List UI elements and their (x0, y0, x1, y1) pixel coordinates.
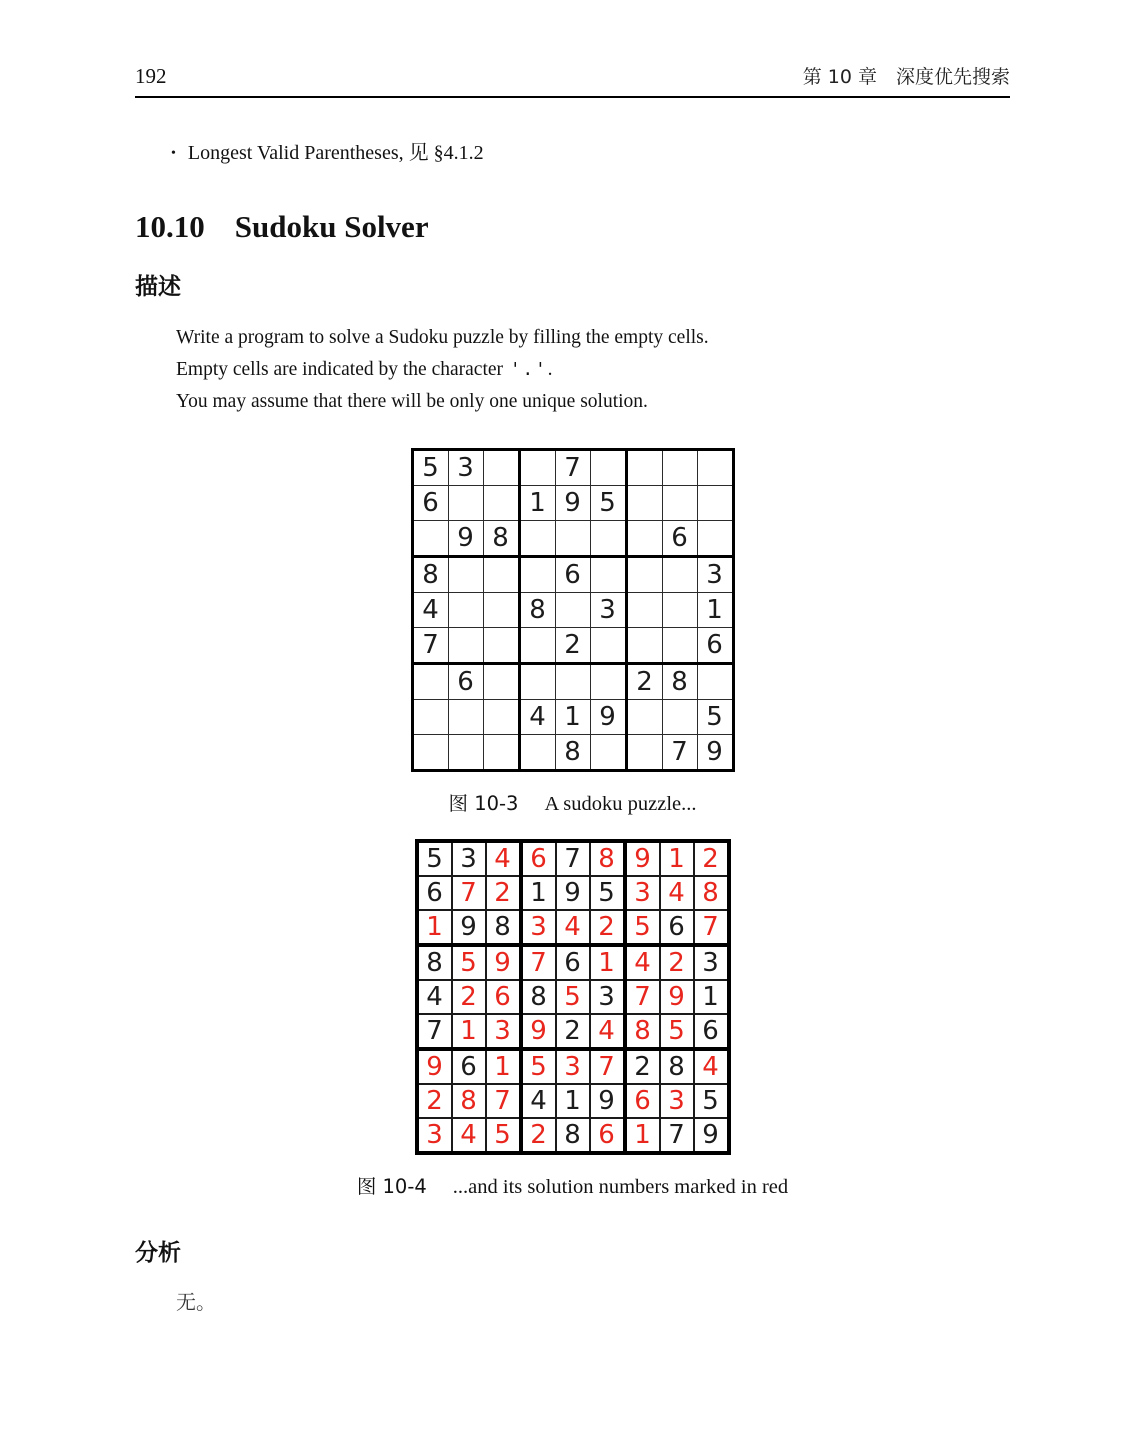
sudoku-cell: 4 (521, 1084, 556, 1118)
sudoku-cell: 9 (625, 841, 660, 876)
sudoku-cell: 7 (662, 734, 697, 770)
sudoku-row (417, 1118, 729, 1153)
sudoku-cell: 3 (448, 449, 483, 485)
describe-paragraph (135, 322, 1010, 418)
sudoku-cell: 9 (556, 876, 590, 910)
sudoku-cell: 8 (556, 1118, 590, 1153)
sudoku-cell: 2 (452, 980, 486, 1014)
sudoku-cell: 8 (417, 945, 452, 980)
sudoku-cell (662, 556, 697, 592)
sudoku-cell: 8 (625, 1014, 660, 1049)
sudoku-cell: 8 (521, 980, 556, 1014)
sudoku-cell: 2 (521, 1118, 556, 1153)
figure-solution-caption (135, 1171, 1010, 1199)
sudoku-cell: 5 (697, 699, 733, 734)
sudoku-cell: 8 (452, 1084, 486, 1118)
sudoku-cell: 8 (412, 556, 448, 592)
sudoku-cell (697, 485, 733, 520)
sudoku-row (417, 1049, 729, 1084)
sudoku-cell: 7 (694, 910, 729, 945)
sudoku-cell: 2 (694, 841, 729, 876)
sudoku-cell: 9 (555, 485, 590, 520)
sudoku-row (417, 1014, 729, 1049)
sudoku-cell: 7 (521, 945, 556, 980)
sudoku-cell (555, 592, 590, 627)
sudoku-cell: 9 (590, 699, 626, 734)
sudoku-cell: 9 (694, 1118, 729, 1153)
sudoku-cell (412, 663, 448, 699)
sudoku-cell: 4 (486, 841, 521, 876)
sudoku-cell (483, 734, 519, 770)
sudoku-cell (626, 449, 662, 485)
sudoku-cell: 6 (521, 841, 556, 876)
sudoku-cell (697, 449, 733, 485)
page-header (135, 62, 1010, 98)
sudoku-cell: 9 (486, 945, 521, 980)
sudoku-cell: 8 (660, 1049, 694, 1084)
sudoku-cell: 3 (590, 592, 626, 627)
describe-line-2-text: Empty cells are indicated by the character (176, 358, 504, 380)
describe-line-3: You may assume that there will be only one unique solution. (176, 391, 648, 412)
sudoku-cell: 6 (417, 876, 452, 910)
sudoku-cell: 5 (556, 980, 590, 1014)
describe-line-1: Write a program to solve a Sudoku puzzle by filling the empty cells. (176, 327, 709, 348)
sudoku-cell: 6 (556, 945, 590, 980)
sudoku-cell (519, 663, 555, 699)
sudoku-cell: 5 (660, 1014, 694, 1049)
sudoku-cell: 1 (590, 945, 625, 980)
sudoku-cell: 1 (417, 910, 452, 945)
sudoku-cell: 7 (486, 1084, 521, 1118)
sudoku-row (417, 910, 729, 945)
sudoku-row (412, 520, 733, 556)
sudoku-cell: 7 (555, 449, 590, 485)
sudoku-cell: 9 (448, 520, 483, 556)
sudoku-cell: 1 (555, 699, 590, 734)
chapter-title: 第 10 章 深度优先搜索 (802, 66, 1010, 88)
sudoku-cell (590, 556, 626, 592)
sudoku-cell (590, 520, 626, 556)
sudoku-cell: 9 (590, 1084, 625, 1118)
sudoku-row (412, 627, 733, 663)
sudoku-puzzle-board (411, 448, 735, 772)
sudoku-cell (519, 734, 555, 770)
sudoku-cell (662, 699, 697, 734)
sudoku-cell: 3 (417, 1118, 452, 1153)
sudoku-cell (448, 627, 483, 663)
sudoku-cell: 2 (626, 663, 662, 699)
sudoku-cell: 1 (519, 485, 555, 520)
figure-solution (135, 839, 1010, 1199)
figure-puzzle-caption-label: 图 10-3 (448, 791, 519, 815)
sudoku-cell (626, 520, 662, 556)
sudoku-cell (483, 699, 519, 734)
sudoku-cell: 4 (625, 945, 660, 980)
sudoku-cell (697, 520, 733, 556)
sudoku-cell: 3 (697, 556, 733, 592)
sudoku-row (412, 485, 733, 520)
sudoku-row (412, 734, 733, 770)
sudoku-cell (519, 520, 555, 556)
sudoku-cell: 8 (662, 663, 697, 699)
sudoku-cell: 5 (521, 1049, 556, 1084)
sudoku-cell: 7 (590, 1049, 625, 1084)
sudoku-cell (483, 556, 519, 592)
sudoku-row (417, 1084, 729, 1118)
sudoku-cell (483, 592, 519, 627)
sudoku-cell: 2 (556, 1014, 590, 1049)
sudoku-row (417, 841, 729, 876)
sudoku-cell (590, 449, 626, 485)
sudoku-cell: 4 (660, 876, 694, 910)
sudoku-cell: 1 (660, 841, 694, 876)
sudoku-row (412, 556, 733, 592)
sudoku-cell (483, 627, 519, 663)
sudoku-cell: 2 (417, 1084, 452, 1118)
sudoku-cell: 7 (452, 876, 486, 910)
describe-heading: 描述 (135, 274, 181, 300)
figure-solution-caption-text: ...and its solution numbers marked in red (452, 1175, 789, 1198)
sudoku-cell: 5 (625, 910, 660, 945)
sudoku-cell (626, 592, 662, 627)
describe-line-2 (176, 354, 1010, 387)
sudoku-cell: 3 (660, 1084, 694, 1118)
sudoku-cell: 8 (486, 910, 521, 945)
sudoku-cell: 6 (697, 627, 733, 663)
sudoku-cell (590, 734, 626, 770)
sudoku-cell (448, 699, 483, 734)
sudoku-cell: 1 (697, 592, 733, 627)
sudoku-cell: 8 (555, 734, 590, 770)
sudoku-cell: 4 (590, 1014, 625, 1049)
sudoku-cell: 1 (521, 876, 556, 910)
sudoku-cell: 8 (483, 520, 519, 556)
sudoku-cell: 2 (555, 627, 590, 663)
sudoku-cell: 3 (694, 945, 729, 980)
sudoku-cell (412, 699, 448, 734)
sudoku-cell: 1 (625, 1118, 660, 1153)
sudoku-row (412, 592, 733, 627)
sudoku-cell (448, 734, 483, 770)
sudoku-cell (590, 663, 626, 699)
sudoku-cell: 9 (521, 1014, 556, 1049)
sudoku-cell: 4 (412, 592, 448, 627)
describe-line-2-period: . (547, 358, 553, 380)
sudoku-cell (662, 485, 697, 520)
sudoku-cell: 5 (486, 1118, 521, 1153)
sudoku-solution-board (415, 839, 731, 1155)
sudoku-cell: 3 (625, 876, 660, 910)
sudoku-cell (662, 592, 697, 627)
sudoku-cell: 2 (486, 876, 521, 910)
sudoku-cell (519, 556, 555, 592)
sudoku-cell (662, 449, 697, 485)
sudoku-row (417, 876, 729, 910)
figure-puzzle (135, 448, 1010, 816)
analysis-heading: 分析 (135, 1239, 181, 1266)
sudoku-cell: 6 (694, 1014, 729, 1049)
sudoku-cell: 8 (519, 592, 555, 627)
sudoku-cell: 8 (590, 841, 625, 876)
sudoku-cell: 2 (660, 945, 694, 980)
sudoku-cell (448, 485, 483, 520)
sudoku-cell: 9 (697, 734, 733, 770)
sudoku-cell: 5 (452, 945, 486, 980)
sudoku-cell: 4 (556, 910, 590, 945)
sudoku-cell (555, 663, 590, 699)
sudoku-cell: 9 (452, 910, 486, 945)
sudoku-cell (412, 520, 448, 556)
sudoku-row (412, 663, 733, 699)
sudoku-cell: 1 (486, 1049, 521, 1084)
sudoku-row (412, 699, 733, 734)
sudoku-cell: 6 (660, 910, 694, 945)
figure-puzzle-caption (135, 788, 1010, 816)
sudoku-cell: 2 (625, 1049, 660, 1084)
sudoku-cell: 6 (662, 520, 697, 556)
sudoku-cell (626, 699, 662, 734)
figure-puzzle-caption-text: A sudoku puzzle... (544, 792, 697, 815)
sudoku-cell (483, 449, 519, 485)
sudoku-cell: 5 (417, 841, 452, 876)
sudoku-cell: 3 (590, 980, 625, 1014)
sudoku-cell: 4 (694, 1049, 729, 1084)
sudoku-cell: 9 (660, 980, 694, 1014)
sudoku-cell: 6 (412, 485, 448, 520)
sudoku-cell: 3 (452, 841, 486, 876)
sudoku-cell (697, 663, 733, 699)
sudoku-cell: 6 (590, 1118, 625, 1153)
sudoku-cell: 5 (694, 1084, 729, 1118)
sudoku-cell (626, 627, 662, 663)
sudoku-cell: 7 (660, 1118, 694, 1153)
sudoku-row (417, 980, 729, 1014)
sudoku-cell (448, 592, 483, 627)
sudoku-cell: 5 (412, 449, 448, 485)
sudoku-cell (448, 556, 483, 592)
sudoku-cell: 1 (452, 1014, 486, 1049)
sudoku-cell: 6 (486, 980, 521, 1014)
page-number: 192 (135, 64, 167, 88)
sudoku-cell: 4 (519, 699, 555, 734)
sudoku-row (417, 945, 729, 980)
dot-character-code: '.' (510, 359, 548, 380)
sudoku-row (412, 449, 733, 485)
analysis-text: 无。 (176, 1289, 216, 1314)
sudoku-cell (412, 734, 448, 770)
sudoku-cell: 6 (555, 556, 590, 592)
sudoku-cell: 3 (486, 1014, 521, 1049)
sudoku-cell: 1 (556, 1084, 590, 1118)
sudoku-cell (555, 520, 590, 556)
sudoku-cell: 3 (556, 1049, 590, 1084)
sudoku-cell: 5 (590, 485, 626, 520)
sudoku-cell (483, 485, 519, 520)
sudoku-cell: 3 (521, 910, 556, 945)
section-number: 10.10 (135, 209, 205, 244)
sudoku-cell (626, 556, 662, 592)
sudoku-cell (519, 627, 555, 663)
section-heading (135, 209, 1010, 245)
sudoku-cell: 1 (694, 980, 729, 1014)
figure-solution-caption-label: 图 10-4 (356, 1174, 427, 1198)
sudoku-cell: 6 (448, 663, 483, 699)
sudoku-cell (483, 663, 519, 699)
bullet-item (135, 142, 1010, 167)
sudoku-cell (662, 627, 697, 663)
sudoku-cell (626, 485, 662, 520)
sudoku-cell: 6 (625, 1084, 660, 1118)
bullet-dot-icon: • (171, 146, 176, 161)
sudoku-cell: 2 (590, 910, 625, 945)
sudoku-cell: 5 (590, 876, 625, 910)
sudoku-cell: 7 (417, 1014, 452, 1049)
sudoku-cell: 7 (625, 980, 660, 1014)
section-title: Sudoku Solver (234, 209, 429, 244)
sudoku-cell: 4 (452, 1118, 486, 1153)
sudoku-cell: 7 (412, 627, 448, 663)
sudoku-cell: 4 (417, 980, 452, 1014)
sudoku-cell: 6 (452, 1049, 486, 1084)
bullet-text: Longest Valid Parentheses, 见 §4.1.2 (187, 142, 484, 164)
sudoku-cell (519, 449, 555, 485)
sudoku-cell (626, 734, 662, 770)
sudoku-cell: 7 (556, 841, 590, 876)
sudoku-cell: 8 (694, 876, 729, 910)
sudoku-cell: 9 (417, 1049, 452, 1084)
sudoku-cell (590, 627, 626, 663)
